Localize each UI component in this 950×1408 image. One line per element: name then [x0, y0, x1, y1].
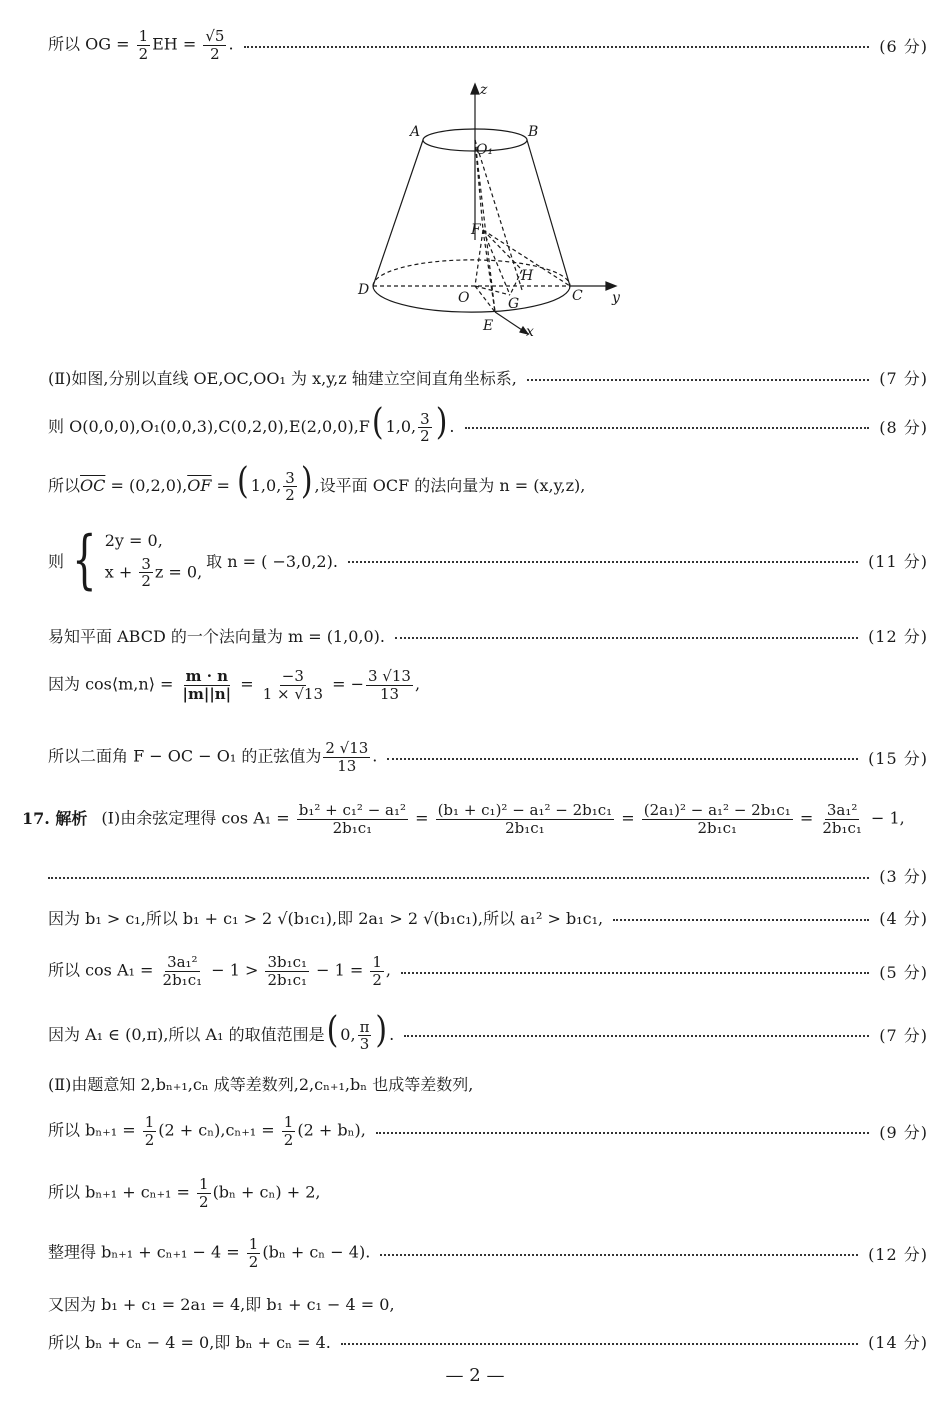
- label-x: x: [526, 324, 534, 340]
- label-h: H: [521, 268, 534, 284]
- line-coordinates: 则 O(0,0,0),O₁(0,0,3),C(0,2,0),E(2,0,0),F( 1,0, $\frac{3}{2}$ ) . (8 分): [48, 401, 928, 445]
- score-14: (14 分): [868, 1333, 928, 1352]
- label-z: z: [480, 82, 488, 98]
- line-score-3: [48, 864, 928, 887]
- label-o: O: [458, 290, 470, 306]
- right-edge: [527, 140, 570, 286]
- line-coordinate-system: (Ⅱ)如图,分别以直线 OE,OC,OO₁ 为 x,y,z 轴建立空间直角坐标系, (7 分): [48, 366, 928, 389]
- score-7b: (7 分): [879, 1025, 928, 1045]
- score-12a: (12 分): [868, 627, 928, 646]
- page-number: — 2 —: [445, 1365, 505, 1386]
- score-7: (7 分): [879, 369, 928, 388]
- label-o1: O₁: [476, 142, 494, 158]
- line-og-eh: 所以 OG = $\frac{1}{2}$ EH = $\frac{√5}{2}$ . (6 分): [48, 27, 928, 63]
- line-normal-m: 易知平面 ABCD 的一个法向量为 m = (1,0,0). (12 分): [48, 624, 928, 647]
- label-a: A: [410, 124, 421, 140]
- bottom-ellipse-front: [373, 286, 570, 312]
- score-3: (3 分): [879, 867, 928, 886]
- line-17-cosine-law: 17. 解析 (Ⅰ)由余弦定理得 cos A₁ = $\frac{\text{b₁² + c₁² − a₁²}}{\text{2b₁c₁}}$ = $\frac{\text{(b₁ + c₁)² − a₁² − 2b₁c₁}}{\text{2b₁c₁}}$ = $\frac{\text{(2a₁)² − a₁² − 2b₁c₁}}{\text{2b₁c₁}}$ = $\frac{\text{3a₁²}}{\text{2b₁c₁}}$ − 1,: [22, 801, 905, 837]
- score-11: (11 分): [868, 551, 928, 571]
- frustum-figure: [350, 80, 630, 340]
- line-cos-a1: 所以 cos A₁ = $\frac{\text{3a₁²}}{\text{2b₁c₁}}$ − 1 > $\frac{\text{3b₁c₁}}{\text{2b₁c₁}}$ − 1 = $\frac{1}{2}$ , (5 分): [48, 953, 928, 989]
- line-conclusion: 所以 bₙ + cₙ − 4 = 0,即 bₙ + cₙ = 4. (14 分): [48, 1330, 928, 1353]
- line-sine: 所以二面角 F − OC − O₁ 的正弦值为 $\frac{2 √13}{13}$ . (15 分): [48, 739, 928, 775]
- score-5: (5 分): [879, 962, 928, 982]
- line-range: 因为 A₁ ∈ (0,π),所以 A₁ 的取值范围是( 0, $\frac{\pi}{3}$ ) . (7 分): [48, 1009, 928, 1053]
- bottom-ellipse-back: [373, 260, 570, 286]
- score-6: (6 分): [879, 36, 928, 56]
- line-inequality: 因为 b₁ > c₁,所以 b₁ + c₁ > 2 √(b₁c₁),即 2a₁ > 2 √(b₁c₁),所以 a₁² > b₁c₁, (4 分): [48, 906, 928, 929]
- x-axis: [495, 312, 525, 332]
- line-rearranged: 整理得 bₙ₊₁ + cₙ₊₁ − 4 = $\frac{1}{2}$ (bₙ + cₙ − 4). (12 分): [48, 1235, 928, 1271]
- label-b: B: [528, 124, 539, 140]
- z-arrow: [471, 84, 479, 94]
- label-g: G: [508, 296, 520, 312]
- score-9: (9 分): [879, 1122, 928, 1142]
- line-recurrence: 所以 bₙ₊₁ = $\frac{1}{2}$ (2 + cₙ),cₙ₊₁ = $\frac{1}{2}$ (2 + bₙ), (9 分): [48, 1113, 928, 1149]
- label-e: E: [483, 318, 494, 334]
- y-arrow: [606, 282, 616, 290]
- line-system: 则 { 2y = 0, x + $\frac{3}{2}$ z = 0, 取 n = ( −3,0,2). (11 分): [48, 523, 928, 597]
- label-d: D: [358, 282, 370, 298]
- line-cosine: 因为 cos⟨m,n⟩ = $\frac{m \cdot n}{|m||n|}$ = $\frac{-3}{1 \times √13}$ = − $\frac{3 √13}{13}$ ,: [48, 667, 421, 703]
- line-arith-seq: (Ⅱ)由题意知 2,bₙ₊₁,cₙ 成等差数列,2,cₙ₊₁,bₙ 也成等差数列,: [48, 1075, 474, 1094]
- score-8: (8 分): [879, 417, 928, 437]
- label-c: C: [572, 288, 583, 304]
- label-f: F: [471, 222, 481, 238]
- score-4: (4 分): [879, 909, 928, 928]
- score-15: (15 分): [868, 748, 928, 768]
- line-vectors: 所以$\overline{OC} = (0,2,0),\overline{OF}$ = ( 1,0, $\frac{3}{2}$ ) ,设平面 OCF 的法向量为 n = (x,y,z),: [48, 460, 586, 504]
- score-12b: (12 分): [868, 1244, 928, 1264]
- line-initial: 又因为 b₁ + c₁ = 2a₁ = 4,即 b₁ + c₁ − 4 = 0,: [48, 1295, 395, 1314]
- line-sum-recurrence: 所以 bₙ₊₁ + cₙ₊₁ = $\frac{1}{2}$ (bₙ + cₙ) + 2,: [48, 1175, 321, 1211]
- label-y: y: [612, 290, 620, 306]
